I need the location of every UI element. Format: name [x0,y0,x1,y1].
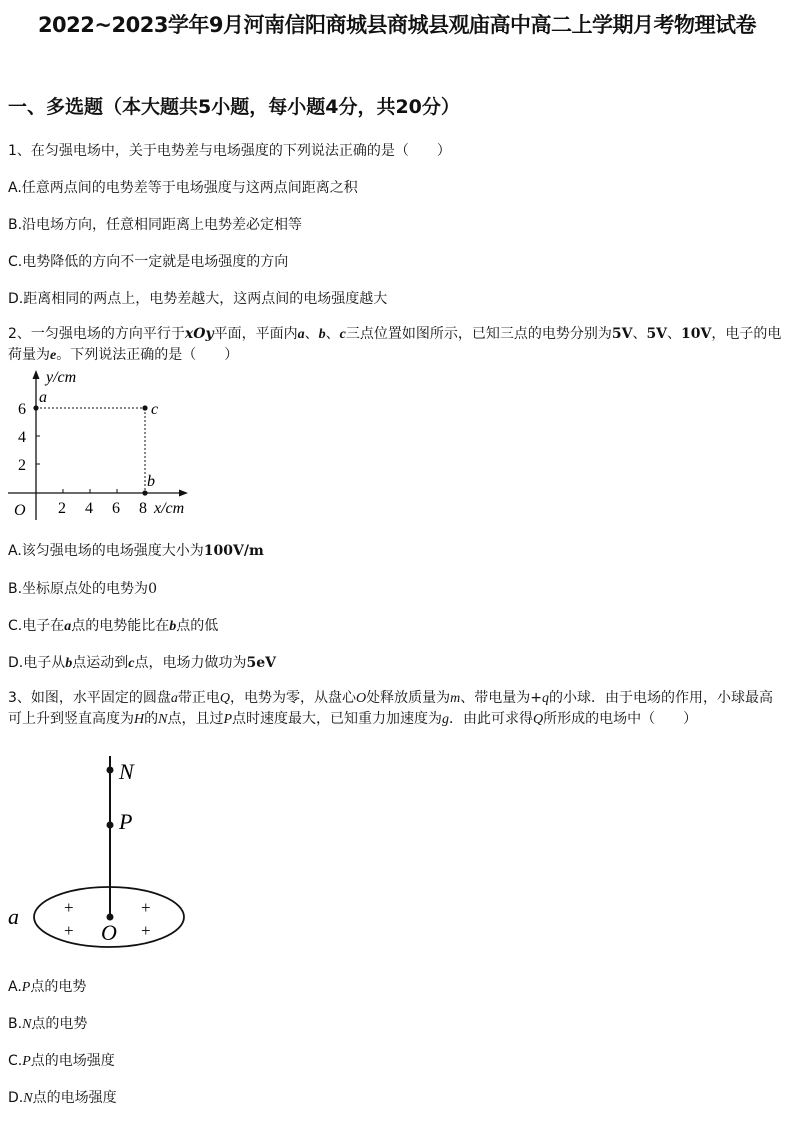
point-c-label: c [151,401,159,418]
plus-sign: + [64,898,74,917]
x-tick-2: 2 [58,500,66,517]
question-3-option-a[interactable]: A.P点的电势 [8,979,87,995]
section-heading: 一、多选题（本大题共5小题，每小题4分，共20分） [8,96,460,118]
y-tick-2: 2 [18,457,26,474]
plus-sign: + [141,898,151,917]
y-axis-label: y/cm [46,369,77,386]
question-2-figure [4,366,204,522]
question-3-option-b[interactable]: B.N点的电势 [8,1016,88,1032]
question-3-option-c[interactable]: C.P点的电场强度 [8,1053,115,1069]
question-1-option-d[interactable]: D.距离相同的两点上，电势差越大，这两点间的电场强度越大 [8,291,388,307]
page-title: 2022~2023学年9月河南信阳商城县商城县观庙高中高二上学期月考物理试卷 [37,13,757,37]
question-3-figure [0,752,200,952]
y-tick-6: 6 [18,401,26,418]
plus-sign: + [64,921,74,940]
question-1-stem: 1、在匀强电场中，关于电势差与电场强度的下列说法正确的是（ ） [8,143,451,159]
plus-sign: + [141,921,151,940]
x-tick-6: 6 [112,500,120,517]
point-p-dot [107,822,114,829]
x-tick-4: 4 [85,500,93,517]
question-1-option-a[interactable]: A.任意两点间的电势差等于电场强度与这两点间距离之积 [8,180,358,196]
point-a-dot [33,405,38,410]
question-2-option-a[interactable]: A.该匀强电场的电场强度大小为100V/m [8,543,264,559]
question-1-option-c[interactable]: C.电势降低的方向不一定就是电场强度的方向 [8,254,289,270]
point-c-dot [142,405,147,410]
point-o-label: O [101,920,117,945]
question-2-option-d[interactable]: D.电子从b点运动到c点，电场力做功为5eV [8,655,276,671]
point-n-label: N [119,759,134,784]
disk-a-label: a [8,904,19,929]
question-3-option-d[interactable]: D.N点的电场强度 [8,1090,117,1106]
point-a-label: a [39,389,47,406]
point-b-dot [142,490,147,495]
x-tick-8: 8 [139,500,147,517]
point-n-dot [107,767,114,774]
question-2-stem: 2、一匀强电场的方向平行于xOy平面，平面内a、b、c三点位置如图所示，已知三点的电势分别为5V、5V、10V，电子的电荷量为e。下列说法正确的是（ ） [8,326,782,363]
y-tick-4: 4 [18,429,26,446]
origin-label: O [14,502,26,519]
point-b-label: b [147,473,155,490]
point-p-label: P [119,809,133,834]
x-axis-label: x/cm [154,500,185,517]
question-2-option-c[interactable]: C.电子在a点的电势能比在b点的低 [8,618,219,634]
question-3-stem: 3、如图，水平固定的圆盘a带正电Q，电势为零，从盘心O处释放质量为m、带电量为+q的小球．由于电场的作用，小球最高可上升到竖直高度为H的N点，且过P点时速度最大，已知重力加速度为g．由此可求得Q所形成的电场中（ ） [8,690,774,727]
question-2-option-b[interactable]: B.坐标原点处的电势为0 [8,581,157,597]
question-1-option-b[interactable]: B.沿电场方向，任意相同距离上电势差必定相等 [8,217,303,233]
